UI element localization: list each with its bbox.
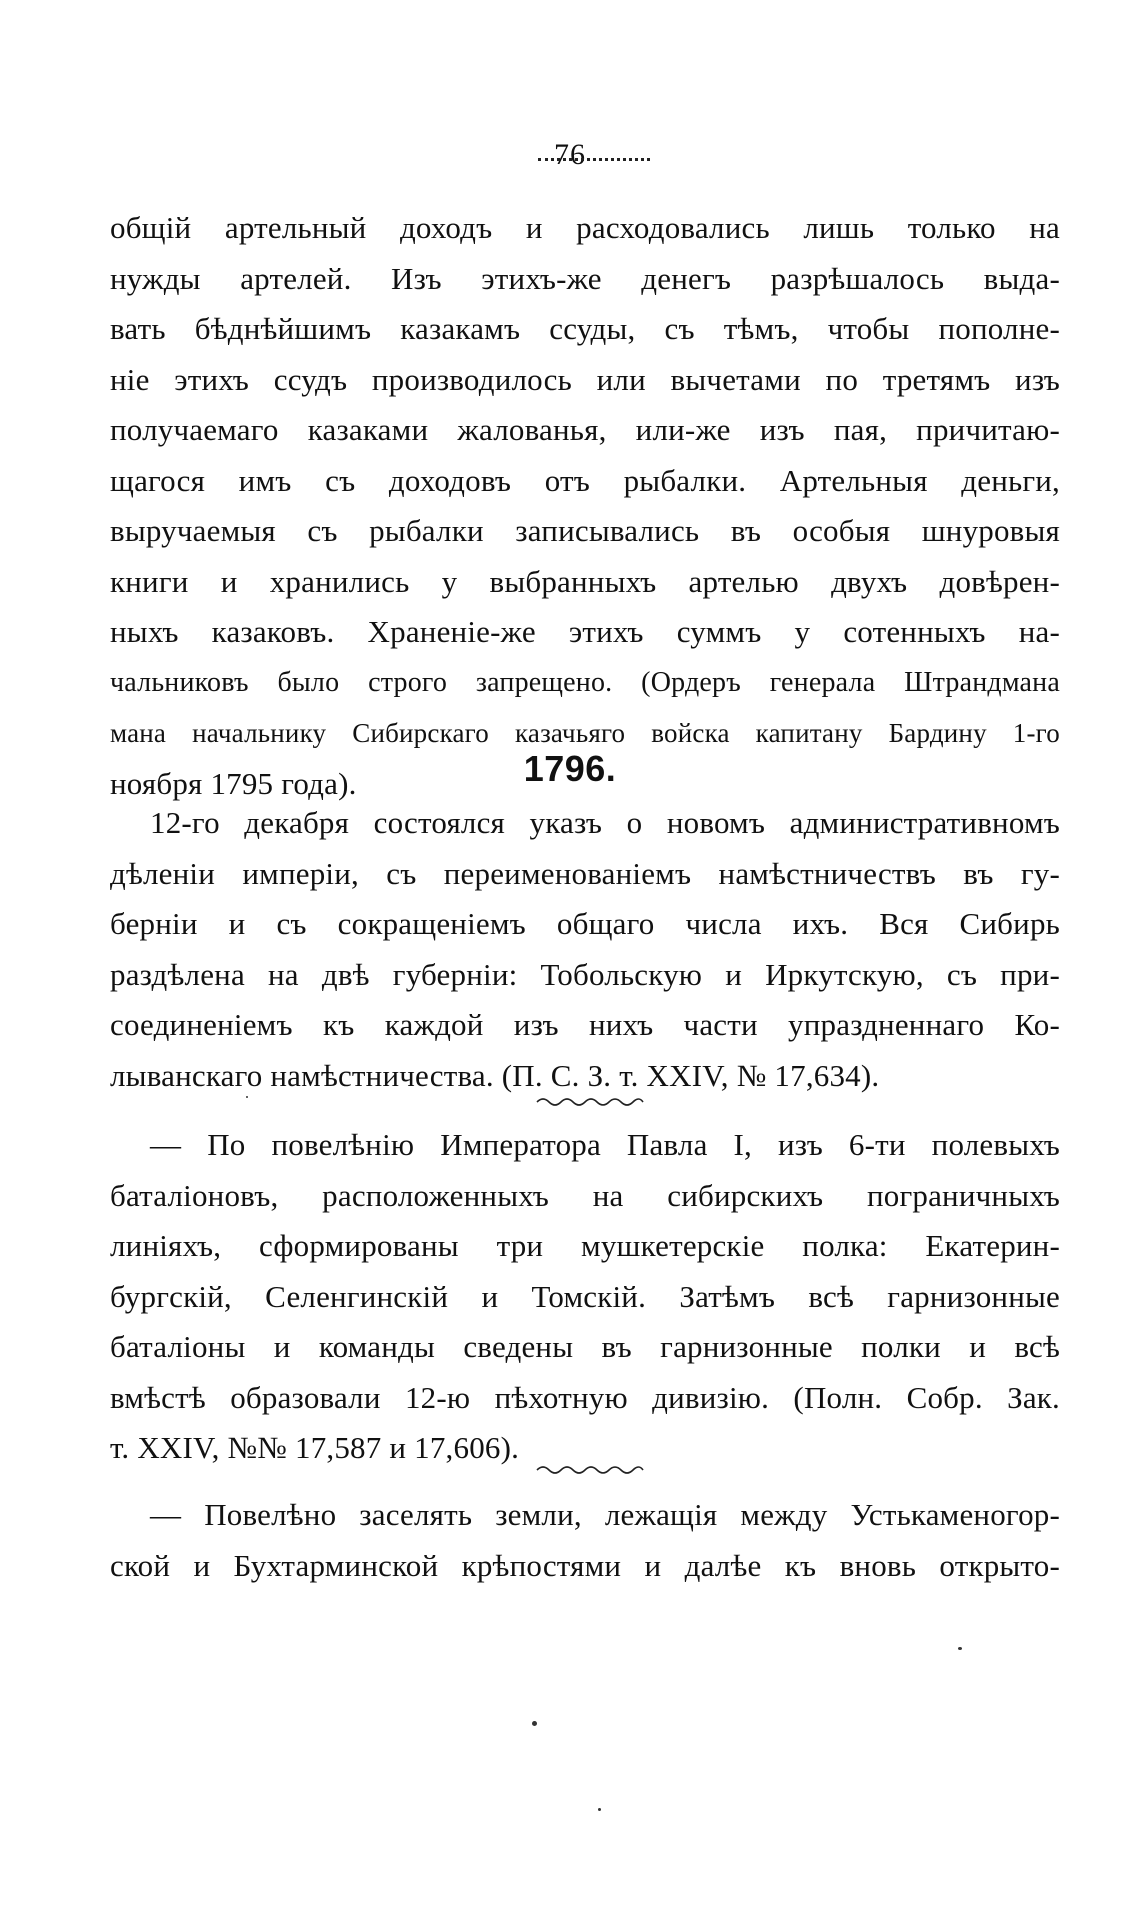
text-line: чальниковъ было строго запрещено. (Ордеръ генерала Штрандмана: [110, 666, 1060, 698]
text-line: получаемаго казаками жалованья, или-же изъ пая, причитаю-: [110, 412, 1060, 447]
text-line: — По повелѣнію Императора Павла I, изъ 6-ти полевыхъ: [150, 1127, 1060, 1162]
text-line: книги и хранились у выбранныхъ артелью двухъ довѣрен-: [110, 563, 1060, 599]
year-heading: 1796.: [523, 748, 617, 789]
page-number: 76: [554, 138, 586, 171]
paragraph-2: [110, 798, 1060, 1101]
text-line: — Повелѣно заселять земли, лежащія между Устькаменогор-: [150, 1497, 1060, 1532]
text-line: баталіоновъ, расположенныхъ на сибирскихъ пограничныхъ: [110, 1177, 1060, 1213]
text-line: 12-го декабря состоялся указъ о новомъ административномъ: [150, 805, 1060, 840]
scan-speck: [532, 1721, 537, 1726]
scan-speck: [958, 1647, 962, 1650]
scan-speck: [246, 1096, 248, 1098]
text-line: берніи и съ сокращеніемъ общаго числа ихъ. Вся Сибирь: [110, 906, 1060, 941]
text-line: нужды артелей. Изъ этихъ-же денегъ разрѣшалось выда-: [110, 260, 1060, 296]
text-line: лыванскаго намѣстничества. (П. С. З. т. XXIV, № 17,634).: [110, 1057, 880, 1093]
text-line: ской и Бухтарминской крѣпостями и далѣе къ вновь открыто-: [110, 1547, 1060, 1583]
text-line: бургскій, Селенгинскій и Томскій. Затѣмъ всѣ гарнизонные: [110, 1278, 1060, 1314]
text-line: вмѣстѣ образовали 12-ю пѣхотную дивизію. (Полн. Собр. Зак.: [110, 1379, 1060, 1415]
text-line: дѣленіи имперіи, съ переименованіемъ намѣстничествъ въ гу-: [110, 855, 1060, 891]
text-line: ніе этихъ ссудъ производилось или вычетами по третямъ изъ: [110, 361, 1060, 397]
wave-separator: [535, 1095, 645, 1109]
text-line: мана начальнику Сибирскаго казачьяго войска капитану Бардину 1-го: [110, 718, 1060, 748]
text-line: ныхъ казаковъ. Храненіе-же этихъ суммъ у сотенныхъ на-: [110, 614, 1060, 649]
text-line: выручаемыя съ рыбалки записывались въ особыя шнуровыя: [110, 513, 1060, 548]
paragraph-3: [110, 1120, 1060, 1474]
text-line: щагося имъ съ доходовъ отъ рыбалки. Артельныя деньги,: [110, 462, 1060, 498]
text-line: линіяхъ, сформированы три мушкетерскіе полка: Екатерин-: [110, 1228, 1060, 1263]
text-line: вать бѣднѣйшимъ казакамъ ссуды, съ тѣмъ, чтобы пополне-: [110, 311, 1060, 346]
text-line: соединеніемъ къ каждой изъ нихъ части упраздненнаго Ко-: [110, 1007, 1060, 1042]
text-line: баталіоны и команды сведены въ гарнизонные полки и всѣ: [110, 1329, 1060, 1364]
scan-speck: [598, 1808, 601, 1811]
paragraph-1: [110, 203, 1060, 809]
text-line: т. XXIV, №№ 17,587 и 17,606).: [110, 1430, 520, 1465]
paragraph-4: [110, 1490, 1060, 1591]
page-number-dotted-rule: [538, 158, 650, 161]
text-line: ноября 1795 года).: [110, 765, 357, 801]
text-line: раздѣлена на двѣ губерніи: Тобольскую и Иркутскую, съ при-: [110, 956, 1060, 992]
wave-separator: [535, 1463, 645, 1477]
text-line: общій артельный доходъ и расходовались лишь только на: [110, 210, 1060, 245]
